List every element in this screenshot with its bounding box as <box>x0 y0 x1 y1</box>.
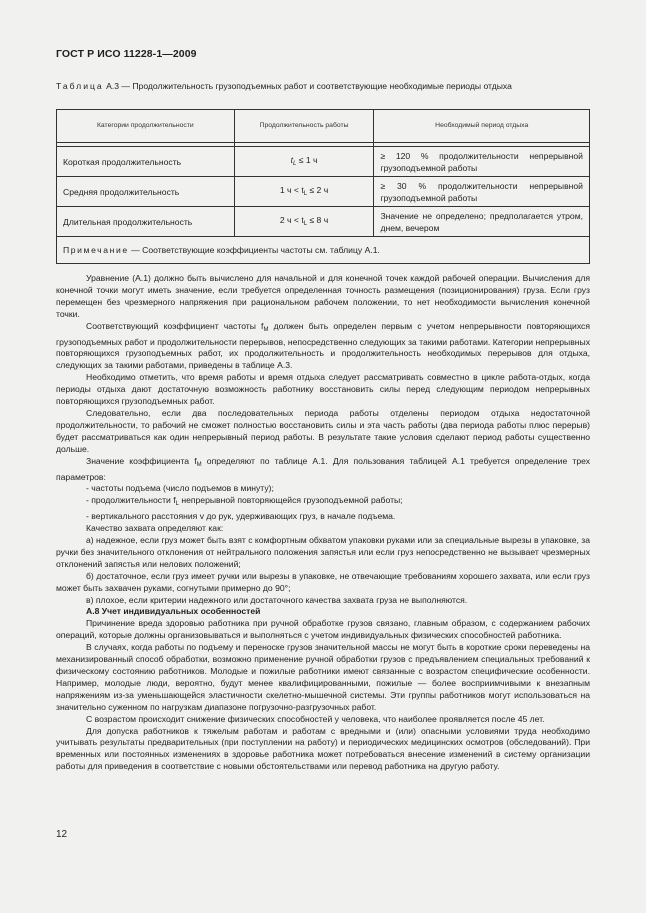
paragraph: Качество захвата определяют как: <box>86 523 224 534</box>
column-header: Категории продолжительности <box>57 110 235 143</box>
paragraph: в) плохое, если критерии надежного или достаточного качества захвата груза не выполняются. <box>86 594 468 605</box>
paragraph: Следовательно, если два последовательных периода работы отделены периодом отдыха недостаточной продолжительности, то рабочий не сможет полностью восстановить силы и эта часть работы (два периода работы плюс перерыв) будет рассматриваться как один непрерывный период работы. В результате такие условия сделают период работы существенно дольше. <box>56 407 590 454</box>
paragraph: В случаях, когда работы по подъему и переноске грузов значительной массы не могут быть в короткие сроки переведены на механизированный способ обработки, возможно применение ручной обработки грузов с предъявлением специальных требований к физическому состоянию работников. Молодые и пожилые работники имеют связанные с возрастом специфические особенности. Например, молодые люди, вероятно, будут менее квалифицированными, пожилые — более восприимчивыми к внезапным напряжениям из-за уменьшающейся эластичности скелетно-мышечной системы. Эти группы работников могут использоваться на значительно суженном по нагрузкам диапазоне погрузочно-разгрузочных работ. <box>56 642 590 712</box>
table-header-row <box>57 110 590 143</box>
document-id: ГОСТ Р ИСО 11228-1—2009 <box>56 48 197 60</box>
paragraph: С возрастом происходит снижение физических способностей у человека, что наиболее проявляется после 45 лет. <box>86 713 545 724</box>
body-text <box>56 273 590 773</box>
category-cell: Длительная продолжительность <box>57 207 235 237</box>
column-header: Продолжительность работы <box>234 110 374 143</box>
section-heading: А.8 Учет индивидуальных особенностей <box>86 606 261 617</box>
paragraph: Соответствующий коэффициент частоты $f_M$ должен быть определен первым с учетом непрерывности повторяющихся грузоподъемных работ и продолжительности перерывов, непосредственно следующих за такими работами. Категории непрерывных повторяющихся грузоподъемных работ, их продолжительность и продолжительность необходимых перерывов для отдыха, следующих за такими работами, приведены в таблице А.3. <box>56 320 590 371</box>
list-item: - частоты подъема (число подъемов в минуту); <box>86 483 274 494</box>
paragraph: Уравнение (А.1) должно быть вычислено для начальной и для конечной точек каждой рабочей операции. Вычисления для конечной точки могут иметь значение, если требуется определенная точность размещения (позиционирования) груза. Если груз перемещен без чрезмерного напряжения при рациональном рабочем положении, то нет необходимости вычисления конечной точки. <box>56 273 590 319</box>
category-cell: Короткая продолжительность <box>57 147 235 177</box>
duration-cell: 2 $ч < t_L \le 8$ ч <box>234 207 374 237</box>
rest-cell: ≥ 30 % продолжительности непрерывной грузоподъемной работы <box>374 177 590 207</box>
paragraph: Для допуска работников к тяжелым работам и работам с вредными и (или) опасными условиями труда необходимо учитывать результаты предварительных (при поступлении на работу) и периодических медицинских осмотров (обследований). При временных или постоянных изменениях в здоровье работника может потребоваться внесение изменений в систему организации работы для приведения в соответствие с новыми обстоятельствами или перевод работника на другую работу. <box>56 725 590 772</box>
list-item: - продолжительности $f_L$ непрерывной повторяющейся грузоподъемной работы; <box>86 495 403 508</box>
paragraph: б) достаточное, если груз имеет ручки или вырезы в упаковке, не отвечающие требованиям хорошего захвата, или если груз может быть захвачен руками, согнутыми примерно до 90°; <box>56 570 590 593</box>
table-row <box>57 147 590 177</box>
table-row <box>57 177 590 207</box>
table-note: Примечание — Соответствующие коэффициенты частоты см. таблицу А.1. <box>57 237 590 264</box>
rest-period-table <box>56 109 590 264</box>
paragraph: Причинение вреда здоровью работника при ручной обработке грузов связано, главным образом, с содержанием рабочих операций, которые должны организовываться и выполняться с учетом индивидуальных физических способностей работника. <box>56 618 590 641</box>
page-number: 12 <box>56 829 68 840</box>
rest-cell: ≥ 120 % продолжительности непрерывной грузоподъемной работы <box>374 147 590 177</box>
table-caption-text: А.3 — Продолжительность грузоподъемных работ и соответствующие необходимые периоды отдыха <box>103 81 512 91</box>
paragraph: а) надежное, если груз может быть взят с комфортным обхватом упаковки руками или за специальные вырезы в упаковке, за ручки без значительного отклонения от нейтрального положения запястья или если груз непосредственно не вызывает чрезмерных отклонений запястья или нелових положений; <box>56 535 590 569</box>
table-note-row <box>57 237 590 264</box>
paragraph: Значение коэффициента $f_M$ определяют по таблице А.1. Для пользования таблицей А.1 требуется определение трех параметров: <box>56 455 590 482</box>
table-caption-label: Таблица <box>56 81 104 91</box>
paragraph: Необходимо отметить, что время работы и время отдыха следует рассматривать совместно в цикле работа-отдых, когда периоды отдыха дают достаточную возможность работнику восстановить силы перед следующим периодом непрерывных повторяющихся грузоподъемных работ. <box>56 372 590 407</box>
category-cell: Средняя продолжительность <box>57 177 235 207</box>
table-row <box>57 207 590 237</box>
duration-cell: 1 $ч < t_L \le 2$ ч <box>234 177 374 207</box>
rest-cell: Значение не определено; предполагается утром, днем, вечером <box>374 207 590 237</box>
table-caption <box>56 80 590 92</box>
duration-cell: $t_L \le 1$ ч <box>234 147 374 177</box>
column-header: Необходимый период отдыха <box>374 110 590 143</box>
list-item: - вертикального расстояния v до рук, удерживающих груз, в начале подъема. <box>86 511 396 522</box>
